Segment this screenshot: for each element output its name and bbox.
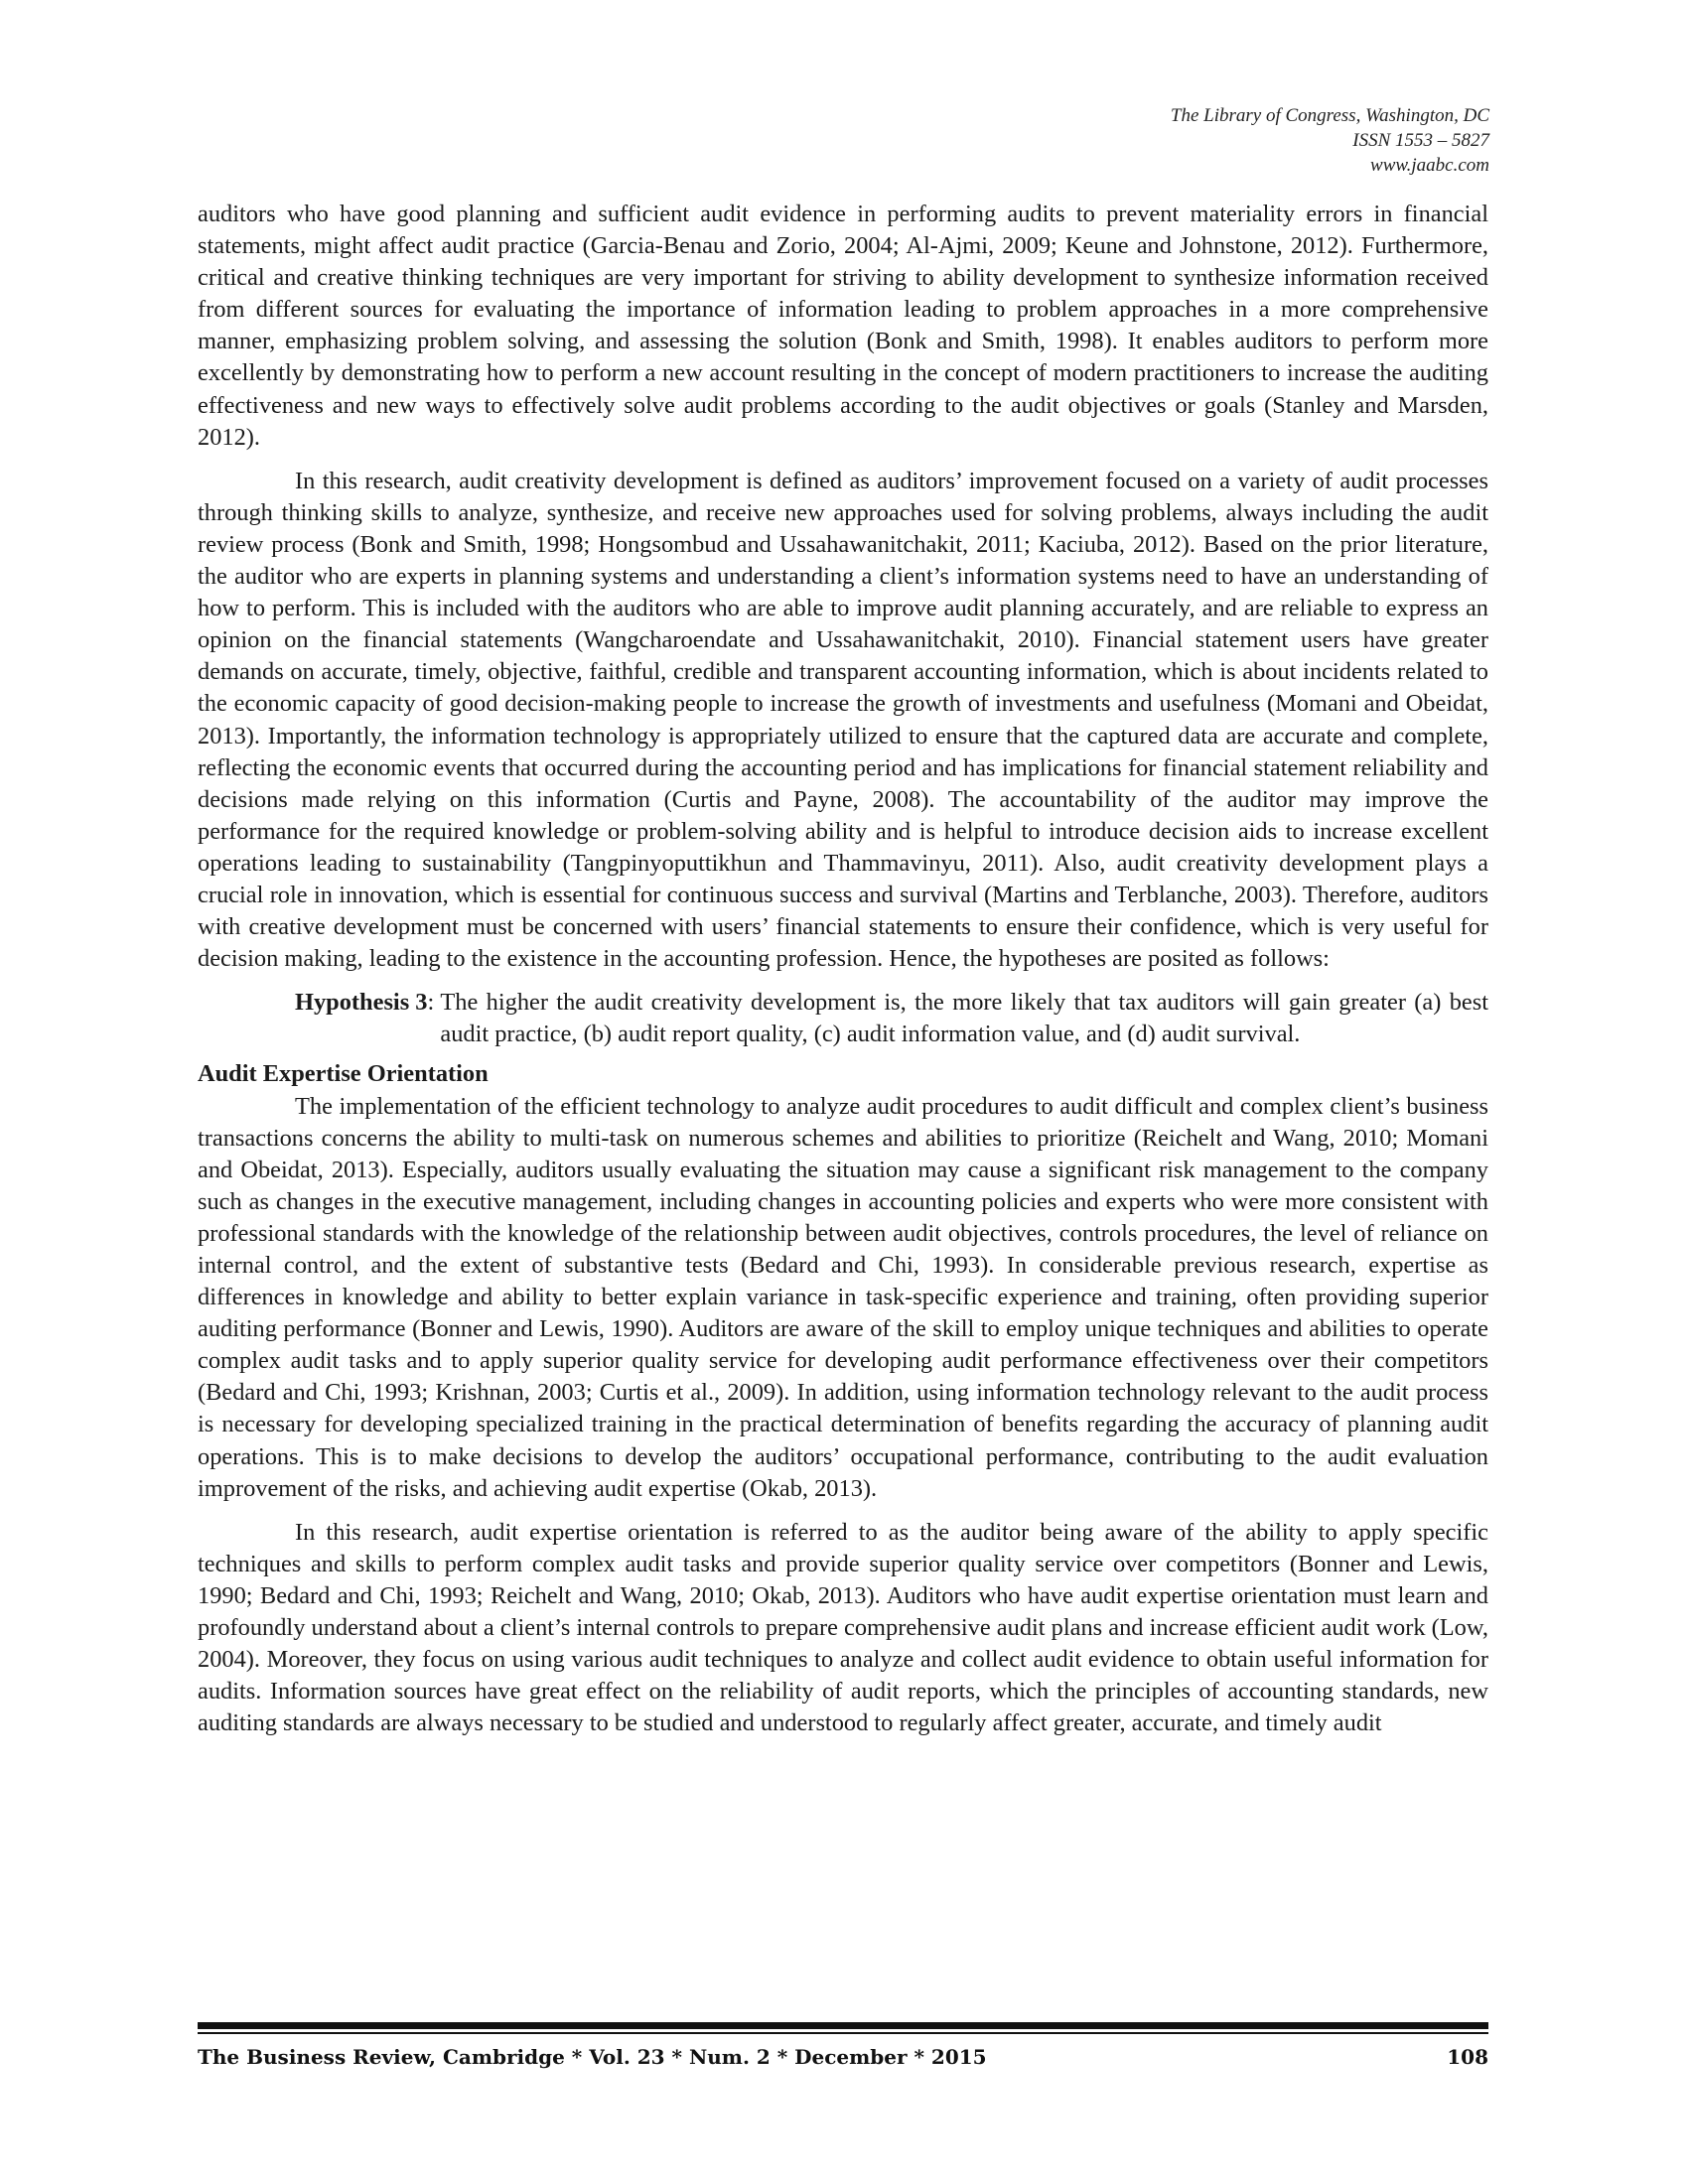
paragraph-expertise-intro: The implementation of the efficient technology to analyze audit procedures to audit difficult and complex client’s business transactions concerns the ability to multi-task on numerous schemes and abilities to prioritize (Reichelt and Wang, 2010; Momani and Obeidat, 2013). Especially, auditors usually evaluating the situation may cause a significant risk management to the company such as changes in the executive management, including changes in accounting policies and experts who were more consistent with professional standards with the knowledge of the relationship between audit objectives, controls procedures, the level of reliance on internal control, and the extent of substantive tests (Bedard and Chi, 1993). In considerable previous research, expertise as differences in knowledge and ability to better explain variance in task-specific experience and training, often providing superior auditing performance (Bonner and Lewis, 1990). Auditors are aware of the skill to employ unique techniques and abilities to operate complex audit tasks and to apply superior quality service for developing audit performance effectiveness over their competitors (Bedard and Chi, 1993; Krishnan, 2003; Curtis et al., 2009). In addition, using information technology relevant to the audit process is necessary for developing specialized training in the practical determination of benefits regarding the accuracy of planning audit operations. This is to make decisions to develop the auditors’ occupational performance, contributing to the audit evaluation improvement of the risks, and achieving audit expertise (Okab, 2013).: [198, 1092, 1488, 1502]
hypothesis-text: The higher the audit creativity development is, the more likely that tax auditors will gain greater (a) best audit practice, (b) audit report quality, (c) audit information value, and (d) audit survival.: [440, 989, 1488, 1048]
hypothesis-3: [198, 987, 1488, 1050]
header-issn-line: ISSN 1553 – 5827: [1352, 130, 1489, 151]
section-heading: Audit Expertise Orientation: [198, 1060, 489, 1088]
running-header: [1171, 103, 1489, 178]
page-number: 108: [1447, 2045, 1488, 2069]
hypothesis-colon: :: [427, 989, 441, 1017]
footer-rule-thick: [198, 2022, 1488, 2029]
paragraph-continuation: auditors who have good planning and sufficient audit evidence in performing audits to prevent materiality errors in financial statements, might affect audit practice (Garcia-Benau and Zorio, 2004; Al-Ajmi, 2009; Keune and Johnstone, 2012). Furthermore, critical and creative thinking techniques are very important for striving to ability development to synthesize information received from different sources for evaluating the importance of information leading to problem approaches in a more comprehensive manner, emphasizing problem solving, and assessing the solution (Bonk and Smith, 1998). It enables auditors to perform more excellently by demonstrating how to perform a new account resulting in the concept of modern practitioners to increase the auditing effectiveness and new ways to effectively solve audit problems according to the audit objectives or goals (Stanley and Marsden, 2012).: [198, 201, 1488, 451]
paragraph-creativity-definition: In this research, audit creativity development is defined as auditors’ improvement focused on a variety of audit processes through thinking skills to analyze, synthesize, and receive new approaches used for solving problems, always including the audit review process (Bonk and Smith, 1998; Hongsombud and Ussahawanitchakit, 2011; Kaciuba, 2012). Based on the prior literature, the auditor who are experts in planning systems and understanding a client’s information systems need to have an understanding of how to perform. This is included with the auditors who are able to improve audit planning accurately, and are reliable to express an opinion on the financial statements (Wangcharoendate and Ussahawanitchakit, 2010). Financial statement users have greater demands on accurate, timely, objective, faithful, credible and transparent accounting information, which is about incidents related to the economic capacity of good decision-making people to increase the growth of investments and usefulness (Momani and Obeidat, 2013). Importantly, the information technology is appropriately utilized to ensure that the captured data are accurate and complete, reflecting the economic events that occurred during the accounting period and has implications for financial statement reliability and decisions made relying on this information (Curtis and Payne, 2008). The accountability of the auditor may improve the performance for the required knowledge or problem-solving ability and is helpful to introduce decision aids to increase excellent operations leading to sustainability (Tangpinyoputtikhun and Thammavinyu, 2011). Also, audit creativity development plays a crucial role in innovation, which is essential for continuous success and survival (Martins and Terblanche, 2003). Therefore, auditors with creative development must be concerned with users’ financial statements to ensure their confidence, which is very useful for decision making, leading to the existence in the accounting profession. Hence, the hypotheses are posited as follows:: [198, 467, 1488, 973]
body-text: [198, 199, 1488, 1751]
header-website-line: www.jaabc.com: [1370, 155, 1489, 176]
hypothesis-label: Hypothesis 3: [295, 989, 428, 1017]
paragraph-expertise-definition: In this research, audit expertise orientation is referred to as the auditor being aware of the ability to apply specific techniques and skills to perform complex audit tasks and provide superior quality service over competitors (Bonner and Lewis, 1990; Bedard and Chi, 1993; Reichelt and Wang, 2010; Okab, 2013). Auditors who have audit expertise orientation must learn and profoundly understand about a client’s internal controls to prepare comprehensive audit plans and increase efficient audit work (Low, 2004). Moreover, they focus on using various audit techniques to analyze and collect audit evidence to obtain useful information for audits. Information sources have great effect on the reliability of audit reports, which the principles of accounting standards, new auditing standards are always necessary to be studied and understood to regularly affect greater, accurate, and timely audit: [198, 1518, 1488, 1737]
header-library-line: The Library of Congress, Washington, DC: [1170, 105, 1489, 126]
page-footer: [198, 2045, 1488, 2069]
footer-journal: The Business Review, Cambridge * Vol. 23 * Num. 2 * December * 2015: [198, 2045, 987, 2069]
footer-rule-thin: [198, 2032, 1488, 2034]
